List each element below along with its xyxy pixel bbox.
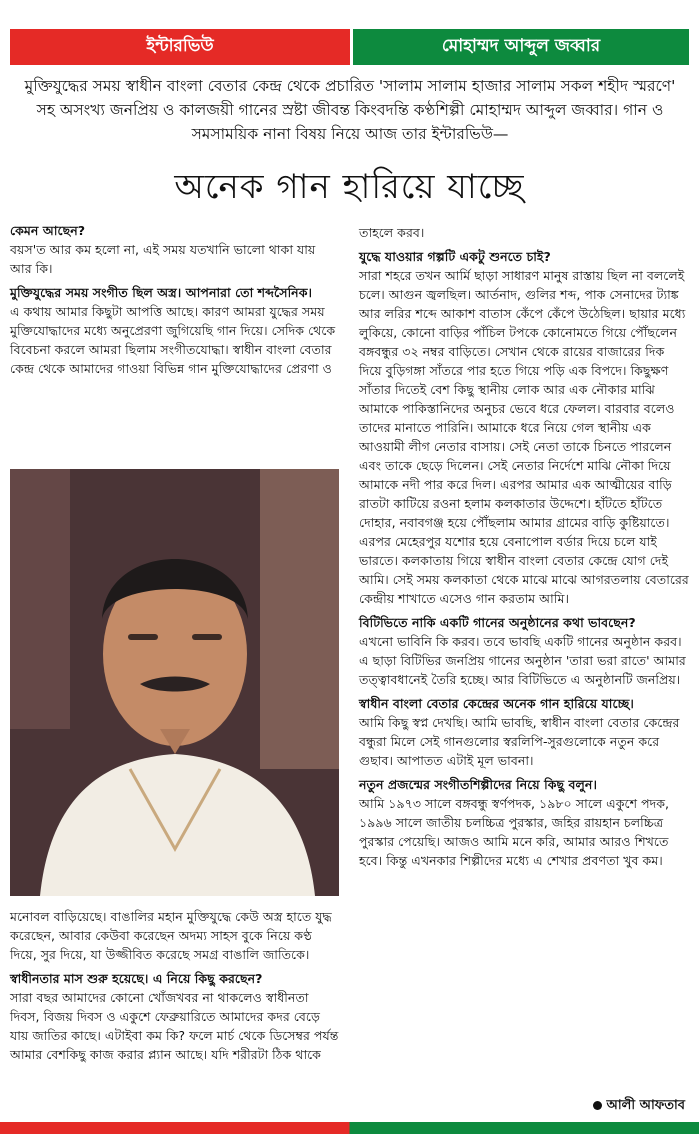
answer: এখনো ভাবিনি কি করব। তবে ভাবছি একটি গানের অনুষ্ঠান করব। এ ছাড়া বিটিভির জনপ্রিয় গানের অনুষ্ঠান 'তারা ভরা রাতে' আমার তত্ত্বাবধানেই তৈরি হচ্ছে। আর বিটিভিতে এ অনুষ্ঠানটি জনপ্রিয়। [359, 634, 686, 687]
answer: আমি ১৯৭৩ সালে বঙ্গবন্ধু স্বর্ণপদক, ১৯৮০ সালে একুশে পদক, ১৯৯৬ সালে জাতীয় চলচ্চিত্র পুরস্কার, জহির রায়হান চলচ্চিত্র পুরস্কার পেয়েছি। আজও আমি মনে করি, আমার আরও শিখতে হবে। কিন্তু এখনকার শিল্পীদের মধ্যে এ শেখার প্রবণতা খুব কম। [359, 796, 670, 868]
question: যুদ্ধে যাওয়ার গল্পটি একটু শুনতে চাই? [359, 249, 551, 264]
interviewee-name: মোহাম্মদ আব্দুল জব্বার [353, 29, 689, 65]
portrait-photo [10, 469, 339, 896]
question: স্বাধীনতার মাস শুরু হয়েছে। এ নিয়ে কিছু করছেন? [10, 971, 263, 986]
author-name: আলী আফতাব [606, 1098, 685, 1113]
question: মুক্তিযুদ্ধের সময় সংগীত ছিল অস্ত্র। আপনারা তো শব্দসৈনিক। [10, 285, 313, 300]
question: বিটিভিতে নাকি একটি গানের অনুষ্ঠানের কথা ভাবছেন? [359, 615, 636, 630]
answer: সারা বছর আমাদের কোনো খোঁজখবর না থাকলেও স্বাধীনতা দিবস, বিজয় দিবস ও একুশে ফেব্রুয়ারিতে আমাদের কদর বেড়ে যায় জাতির কাছে। এটাইবা কম কি? ফলে মার্চ থেকে ডিসেম্বর পর্যন্ত আমার বেশকিছু কাজ করার প্ল্যান আছে। যদি শরীরটা ঠিক থাকে [10, 990, 339, 1062]
intro-text: মুক্তিযুদ্ধের সময় স্বাধীন বাংলা বেতার কেন্দ্র থেকে প্রচারিত 'সালাম সালাম হাজার সালাম সকল শহীদ স্মরণে' সহ অসংখ্য জনপ্রিয় ও কালজয়ী গানের স্রষ্টা জীবন্ত কিংবদন্তি কণ্ঠশিল্পী মোহাম্মদ আব্দুল জব্বার। গান ও সমসাময়িক নানা বিষয় নিয়ে আজ তার ইন্টারভিউ— [24, 77, 676, 143]
left-column-bottom [10, 907, 340, 1069]
answer: তাহলে করব। [359, 225, 425, 240]
left-column-top [10, 221, 340, 383]
question: স্বাধীন বাংলা বেতার কেন্দ্রের অনেক গান হারিয়ে যাচ্ছে। [359, 696, 634, 711]
header-band [10, 29, 689, 65]
bullet-icon [593, 1101, 602, 1110]
answer: এ কথায় আমার কিছুটা আপত্তি আছে। কারণ আমরা যুদ্ধের সময় মুক্তিযোদ্ধাদের মধ্যে অনুপ্রেরণা জুগিয়েছি গান দিয়ে। সেদিক থেকে বিবেচনা করলে আমরা ছিলাম সংগীতযোদ্ধা। স্বাধীন বাংলা বেতার কেন্দ্র থেকে আমাদের গাওয়া বিভিন্ন গান মুক্তিযোদ্ধাদের প্রেরণা ও [10, 304, 336, 376]
answer: সারা শহরে তখন আর্মি ছাড়া সাধারণ মানুষ রাস্তায় ছিল না বললেই চলে। আগুন জ্বলছিল। আর্তনাদ, গুলির শব্দ, পাক সেনাদের ট্যাঙ্ক আর লরির শব্দে আকাশ বাতাস কেঁপে কেঁপে উঠেছিল। ছায়ার মধ্যে লুকিয়ে, কোনো বাড়ির পাঁচিল টপকে কোনোমতে গিয়ে পৌঁছলেন বঙ্গবন্ধুর ৩২ নম্বর বাড়িতে। সেখান থেকে রায়ের বাজারের দিক দিয়ে বুড়িগঙ্গা সাঁতরে পার হতে গিয়ে পড়ি এক বিপদে। কিছুক্ষণ সাঁতার দিতেই বেশ কিছু স্থানীয় লোক আর এক নৌকার মাঝি আমাকে পাকিস্তানিদের অনুচর ভেবে ধরে ফেলল। বারবার বলেও তাদের মানাতে পারিনি। আমাকে ধরে নিয়ে গেল স্থানীয় এক আওয়ামী লীগ নেতার বাসায়। সেই নেতা তাকে চিনতে পারলেন এবং তাকে ছেড়ে দিলেন। সেই নেতার নির্দেশে মাঝি নৌকা দিয়ে আমাকে নদী পার করে দিল। এরপর আমার এক আত্মীয়ের বাড়ি রাতটা কাটিয়ে রওনা হলাম কলকাতার উদ্দেশে। হাঁটতে হাঁটতে দোহার, নবাবগঞ্জ হয়ে পৌঁছলাম আমার গ্রামের বাড়ি কুষ্টিয়াতে। এরপর মেহেরপুর যশোর হয়ে বেনাপোল বর্ডার দিয়ে চলে যাই ভারতে। কলকাতায় গিয়ে স্বাধীন বাংলা বেতার কেন্দ্রে যোগ দেই আমি। সেই সময় কলকাতা থেকে মাঝে মাঝে আগরতলায় বেতারের কেন্দ্রীয় শাখাতে এসেও গান করতাম আমি। [359, 268, 689, 606]
headline: অনেক গান হারিয়ে যাচ্ছে [174, 167, 525, 207]
answer: মনোবল বাড়িয়েছে। বাঙালির মহান মুক্তিযুদ্ধে কেউ অস্ত্র হাতে যুদ্ধ করেছেন, আবার কেউবা করেছেন অদম্য সাহস বুকে নিয়ে কণ্ঠ দিয়ে, সুর দিয়ে, যা উজ্জীবিত করেছে সমগ্র বাঙালি জাতিকে। [10, 909, 332, 962]
author-credit [593, 1096, 685, 1117]
question: নতুন প্রজন্মের সংগীতশিল্পীদের নিয়ে কিছু বলুন। [359, 777, 597, 792]
question: কেমন আছেন? [10, 223, 86, 238]
footer-band [0, 1122, 699, 1134]
section-label: ইন্টারভিউ [10, 29, 350, 65]
answer: আমি কিছু স্বপ্ন দেখছি। আমি ভাবছি, স্বাধীন বাংলা বেতার কেন্দ্রের বন্ধুরা মিলে সেই গানগুলোর স্বরলিপি-সুরগুলোকে নতুন করে গুছাব। আপাতত এটাই মূল ভাবনা। [359, 715, 680, 768]
answer: বয়স'ত আর কম হলো না, এই সময় যতখানি ভালো থাকা যায় আর কি। [10, 242, 316, 276]
right-column [359, 223, 691, 875]
